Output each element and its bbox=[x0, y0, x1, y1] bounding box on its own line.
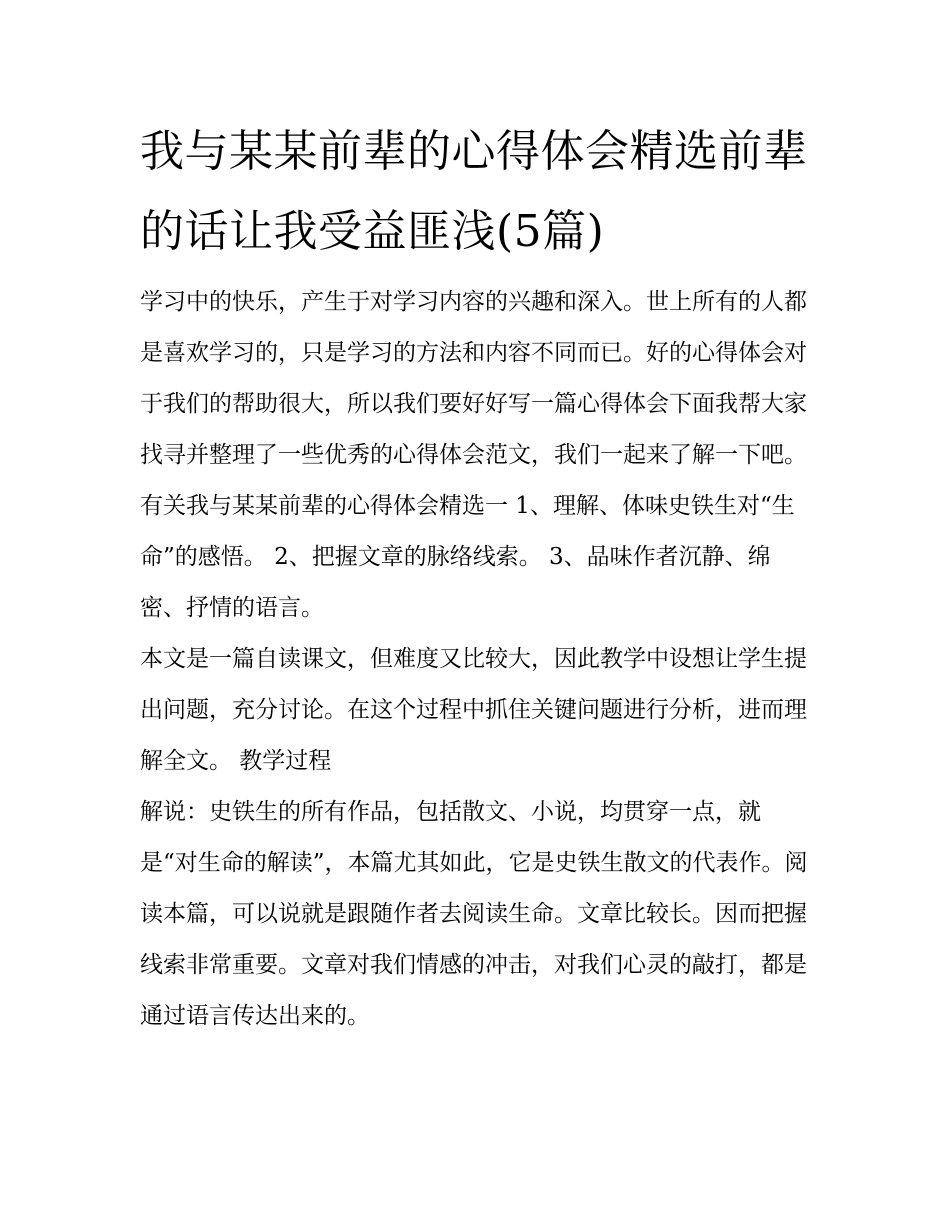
paragraph-objectives: 有关我与某某前辈的心得体会精选一 1、理解、体味史铁生对“生命”的感悟。 2、把握文章的脉络线索。 3、品味作者沉静、绵密、抒情的语言。 bbox=[140, 493, 795, 621]
paragraph-commentary: 解说：史铁生的所有作品，包括散文、小说，均贯穿一点，就是“对生命的解读”，本篇尤其如此，它是史铁生散文的代表作。阅读本篇，可以说就是跟随作者去阅读生命。文章比较长。因而把握线索非常重要。文章对我们情感的冲击，对我们心灵的敲打，都是通过语言传达出来的。 bbox=[140, 799, 808, 1029]
document-body bbox=[140, 277, 816, 1042]
document-title: 我与某某前辈的心得体会精选前辈的话让我受益匪浅(5篇) bbox=[140, 126, 808, 257]
paragraph-intro: 学习中的快乐，产生于对学习内容的兴趣和深入。世上所有的人都是喜欢学习的，只是学习的方法和内容不同而已。好的心得体会对于我们的帮助很大，所以我们要好好写一篇心得体会下面我帮大家找寻并整理了一些优秀的心得体会范文，我们一起来了解一下吧。 bbox=[140, 289, 807, 468]
paragraph-teaching-design: 本文是一篇自读课文，但难度又比较大，因此教学中设想让学生提出问题，充分讨论。在这个过程中抓住关键问题进行分析，进而理解全文。 教学过程 bbox=[140, 646, 807, 774]
